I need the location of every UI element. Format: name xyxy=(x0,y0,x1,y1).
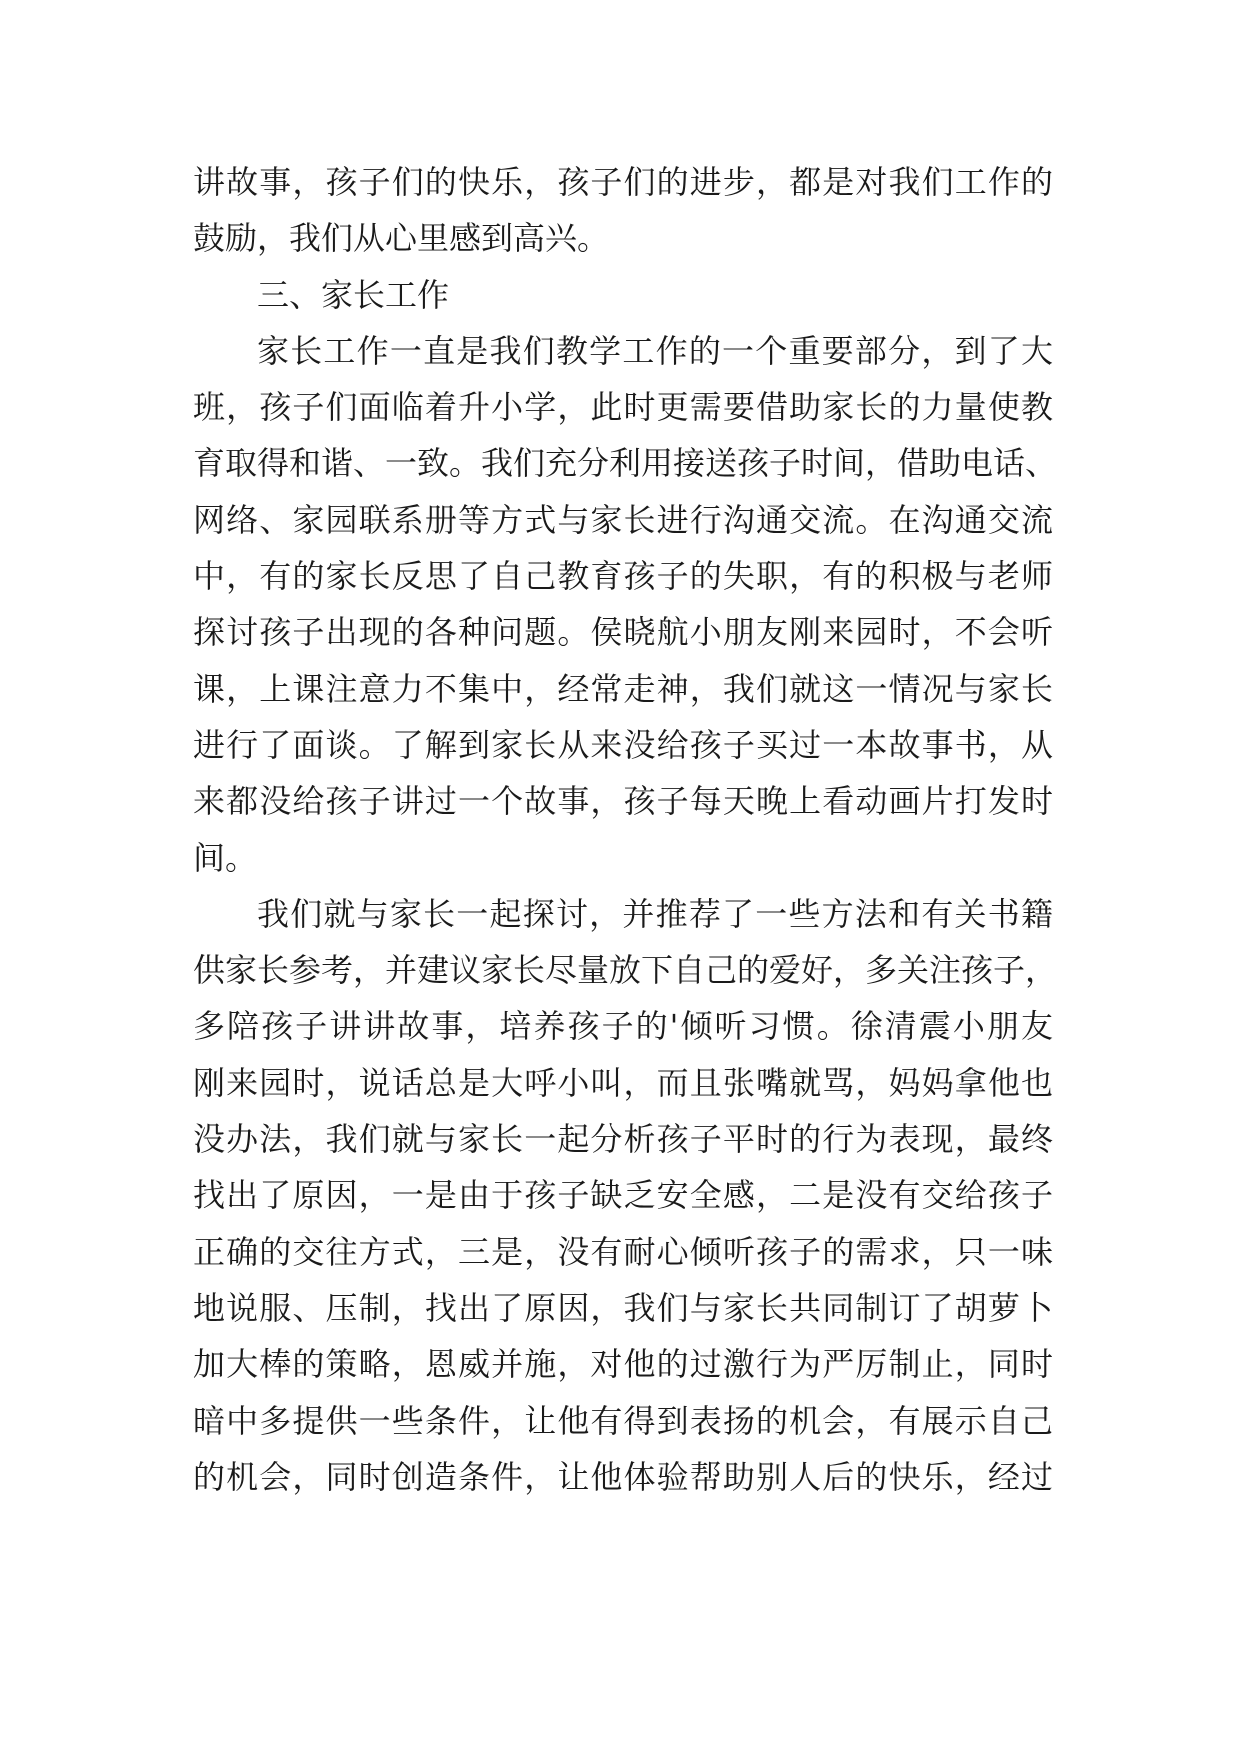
text-line: 网络、家园联系册等方式与家长进行沟通交流。在沟通交流 xyxy=(193,500,1053,539)
text-line: 加大棒的策略，恩威并施，对他的过激行为严厉制止，同时 xyxy=(193,1345,1053,1384)
text-line: 中，有的家长反思了自己教育孩子的失职，有的积极与老师 xyxy=(193,557,1053,596)
text-line: 供家长参考，并建议家长尽量放下自己的爱好，多关注孩子， xyxy=(193,951,1058,990)
text-line: 多陪孩子讲讲故事，培养孩子的'倾听习惯。徐清震小朋友 xyxy=(193,1007,1053,1046)
text-line: 暗中多提供一些条件，让他有得到表扬的机会，有展示自己 xyxy=(193,1401,1053,1440)
text-line: 进行了面谈。了解到家长从来没给孩子买过一本故事书，从 xyxy=(193,725,1053,764)
text-line: 育取得和谐、一致。我们充分利用接送孩子时间，借助电话、 xyxy=(193,444,1058,483)
text-line: 探讨孩子出现的各种问题。侯晓航小朋友刚来园时，不会听 xyxy=(193,613,1053,652)
text-line: 家长工作一直是我们教学工作的一个重要部分，到了大 xyxy=(257,331,1053,370)
text-line: 地说服、压制，找出了原因，我们与家长共同制订了胡萝卜 xyxy=(193,1288,1053,1327)
text-line: 的机会，同时创造条件，让他体验帮助别人后的快乐，经过 xyxy=(193,1457,1053,1496)
text-line: 间。 xyxy=(193,838,258,877)
section-heading: 三、家长工作 xyxy=(257,275,450,314)
text-line: 我们就与家长一起探讨，并推荐了一些方法和有关书籍 xyxy=(257,894,1053,933)
document-body xyxy=(193,154,1058,1505)
text-line: 找出了原因，一是由于孩子缺乏安全感，二是没有交给孩子 xyxy=(193,1176,1053,1215)
text-line: 讲故事，孩子们的快乐，孩子们的进步，都是对我们工作的 xyxy=(193,163,1053,201)
text-line: 班，孩子们面临着升小学，此时更需要借助家长的力量使教 xyxy=(193,388,1053,427)
text-line: 课，上课注意力不集中，经常走神，我们就这一情况与家长 xyxy=(193,669,1053,708)
text-line: 鼓励，我们从心里感到高兴。 xyxy=(193,219,610,258)
text-line: 来都没给孩子讲过一个故事，孩子每天晚上看动画片打发时 xyxy=(193,782,1053,821)
text-line: 没办法，我们就与家长一起分析孩子平时的行为表现，最终 xyxy=(193,1120,1053,1159)
text-line: 刚来园时，说话总是大呼小叫，而且张嘴就骂，妈妈拿他也 xyxy=(193,1063,1053,1102)
text-line: 正确的交往方式，三是，没有耐心倾听孩子的需求，只一味 xyxy=(193,1232,1053,1271)
